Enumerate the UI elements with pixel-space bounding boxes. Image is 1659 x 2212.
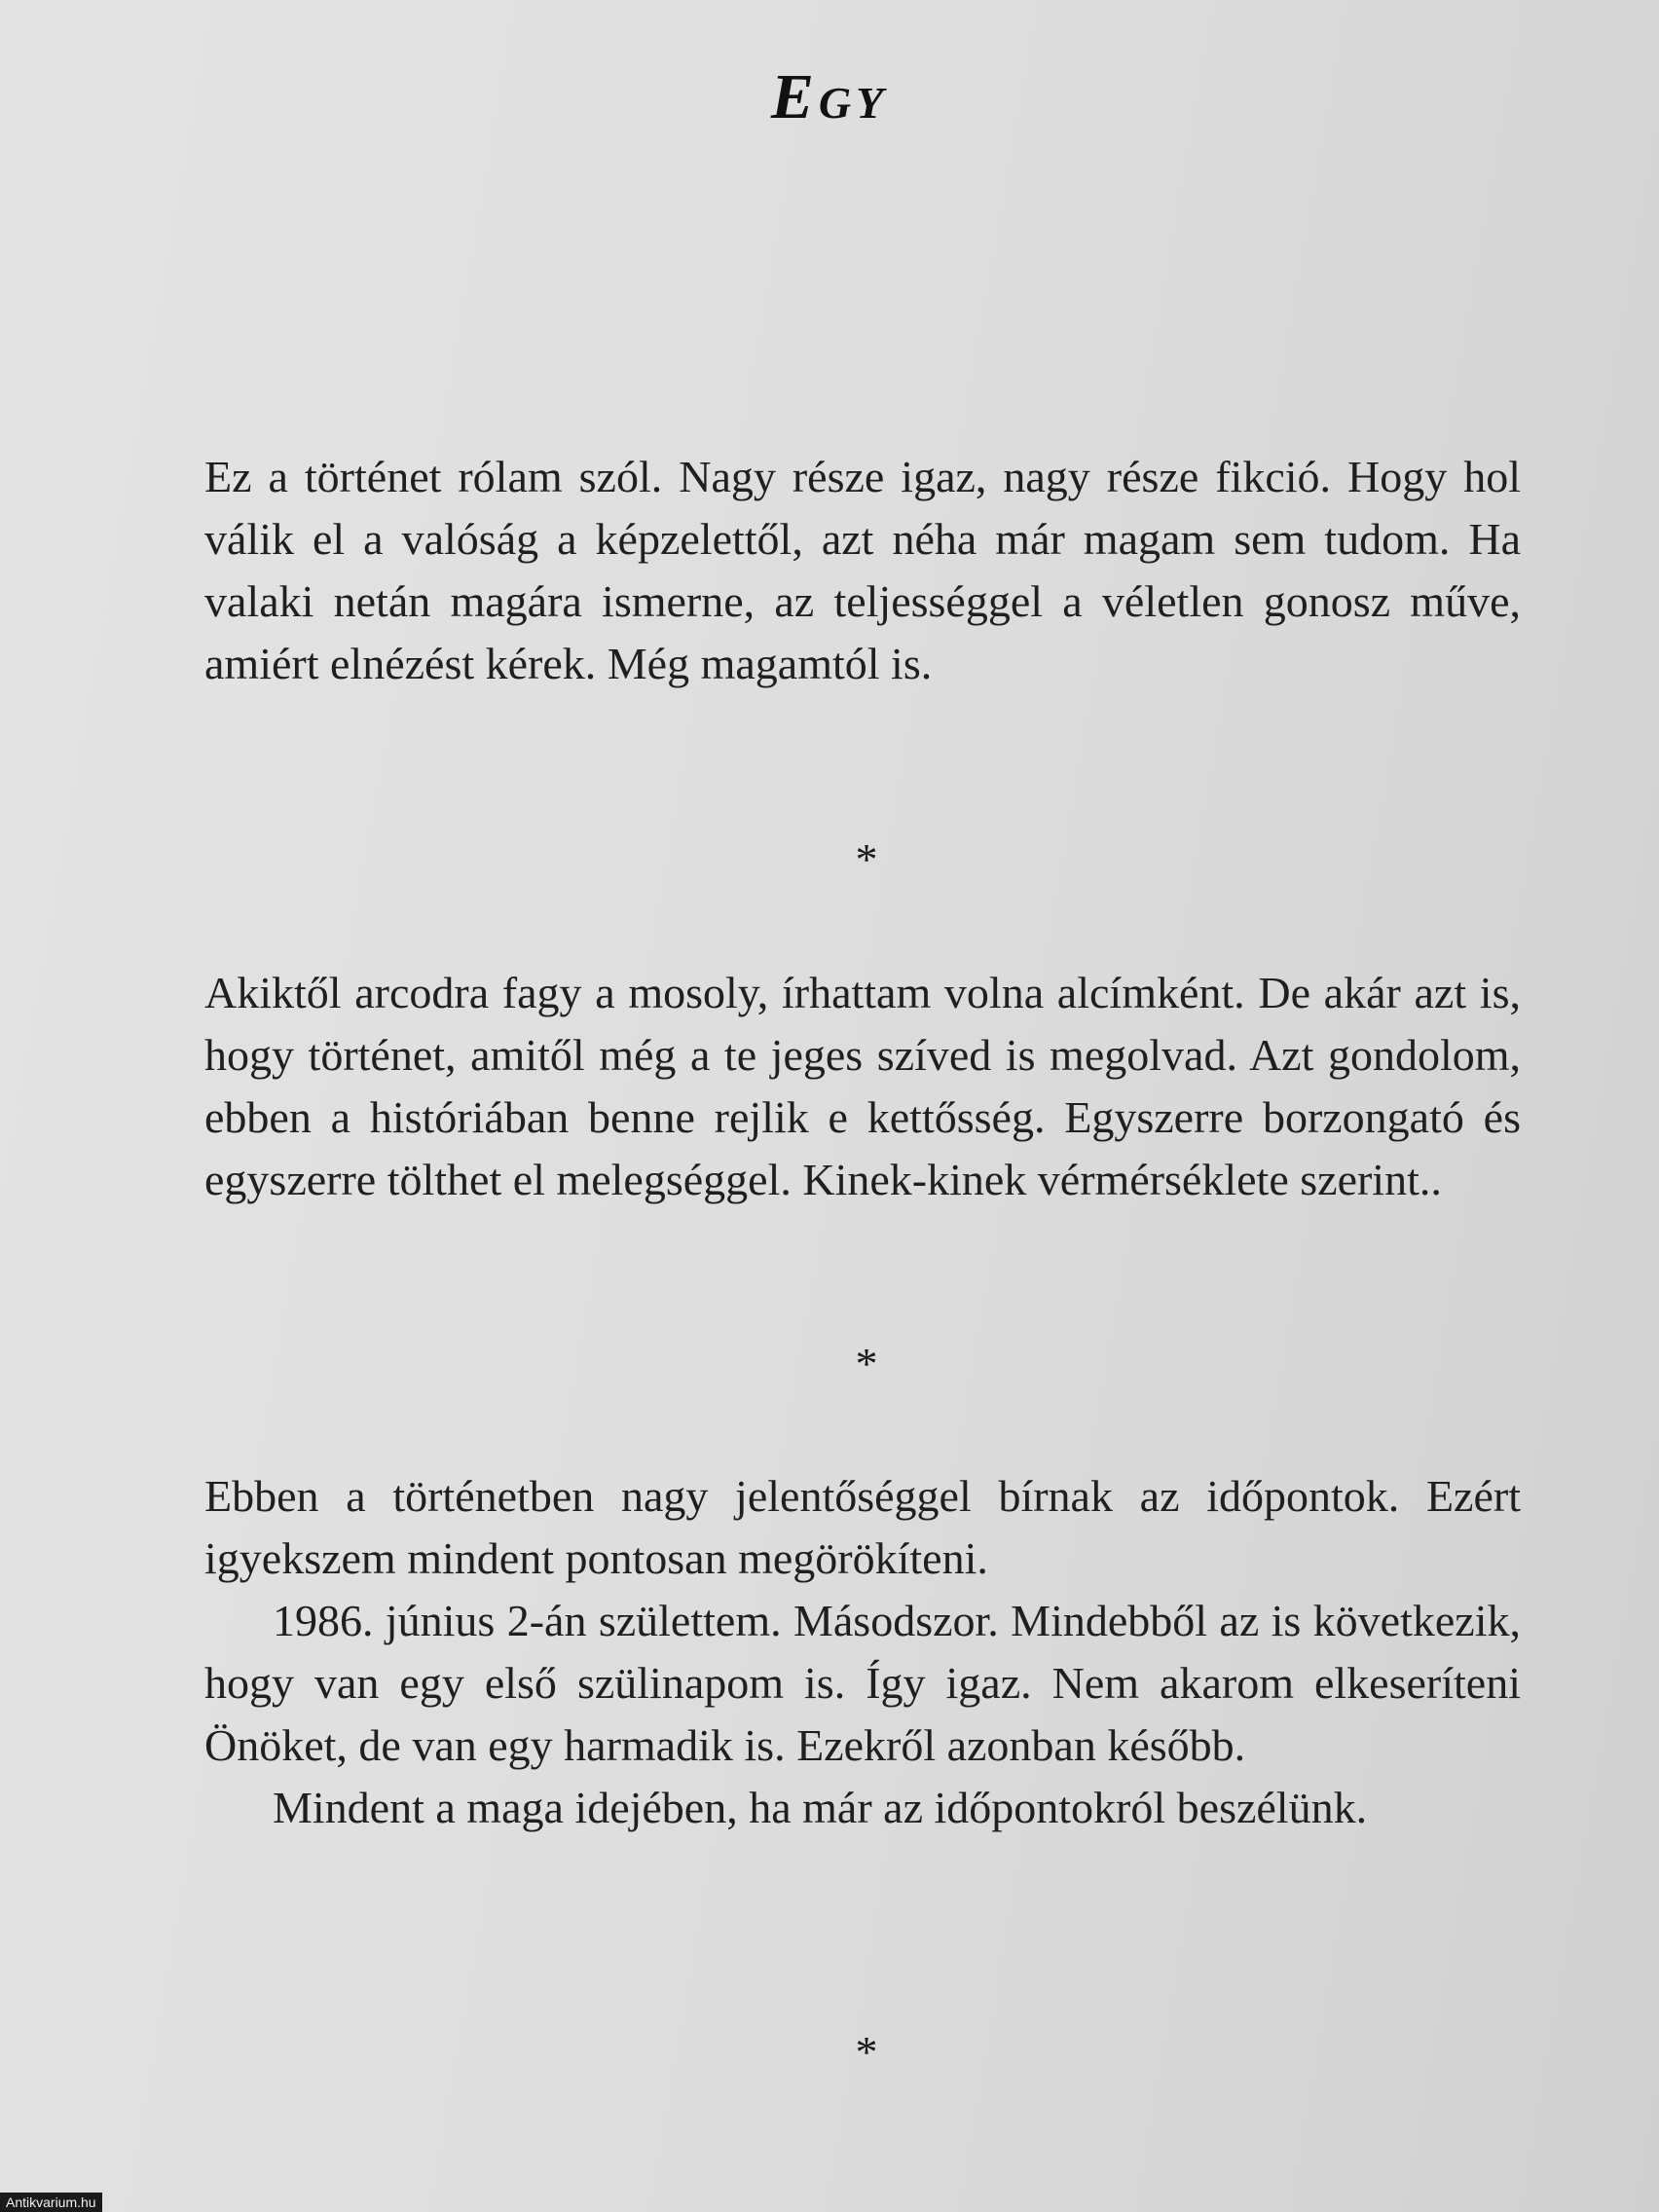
section-3	[204, 1465, 1521, 1839]
watermark: Antikvarium.hu	[0, 2193, 102, 2212]
paragraph: Ebben a történetben nagy jelentőséggel bírnak az időpontok. Ezért igyekszem mindent pontosan megörökíteni.	[204, 1471, 1521, 1583]
section-2	[204, 962, 1521, 1211]
chapter-title: Egy	[770, 61, 889, 132]
section-1	[204, 446, 1521, 695]
paragraph: Mindent a maga idejében, ha már az időpontokról beszélünk.	[273, 1783, 1368, 1832]
paragraph: 1986. június 2-án születtem. Másodszor. Mindebből az is következik, hogy van egy első szülinapom is. Így igaz. Nem akarom elkeseríteni Önöket, de van egy harmadik is. Ezekről azonban később.	[204, 1596, 1521, 1770]
paragraph: Ez a történet rólam szól. Nagy része igaz, nagy része fikció. Hogy hol válik el a valóság a képzelettől, azt néha már magam sem tudom. Ha valaki netán magára ismerne, az teljességgel a véletlen gonosz műve, amiért elnézést kérek. Még magamtól is.	[204, 452, 1521, 688]
section-separator: *	[855, 2027, 878, 2077]
section-separator: *	[855, 1339, 878, 1388]
paragraph: Akiktől arcodra fagy a mosoly, írhattam volna alcímként. De akár azt is, hogy történet, amitől még a te jeges szíved is megolvad. Azt gondolom, ebben a históriában benne rejlik e kettősség. Egyszerre borzongató és egyszerre tölthet el melegséggel. Kinek-kinek vérmérséklete szerint..	[204, 968, 1521, 1204]
section-separator: *	[855, 834, 878, 884]
